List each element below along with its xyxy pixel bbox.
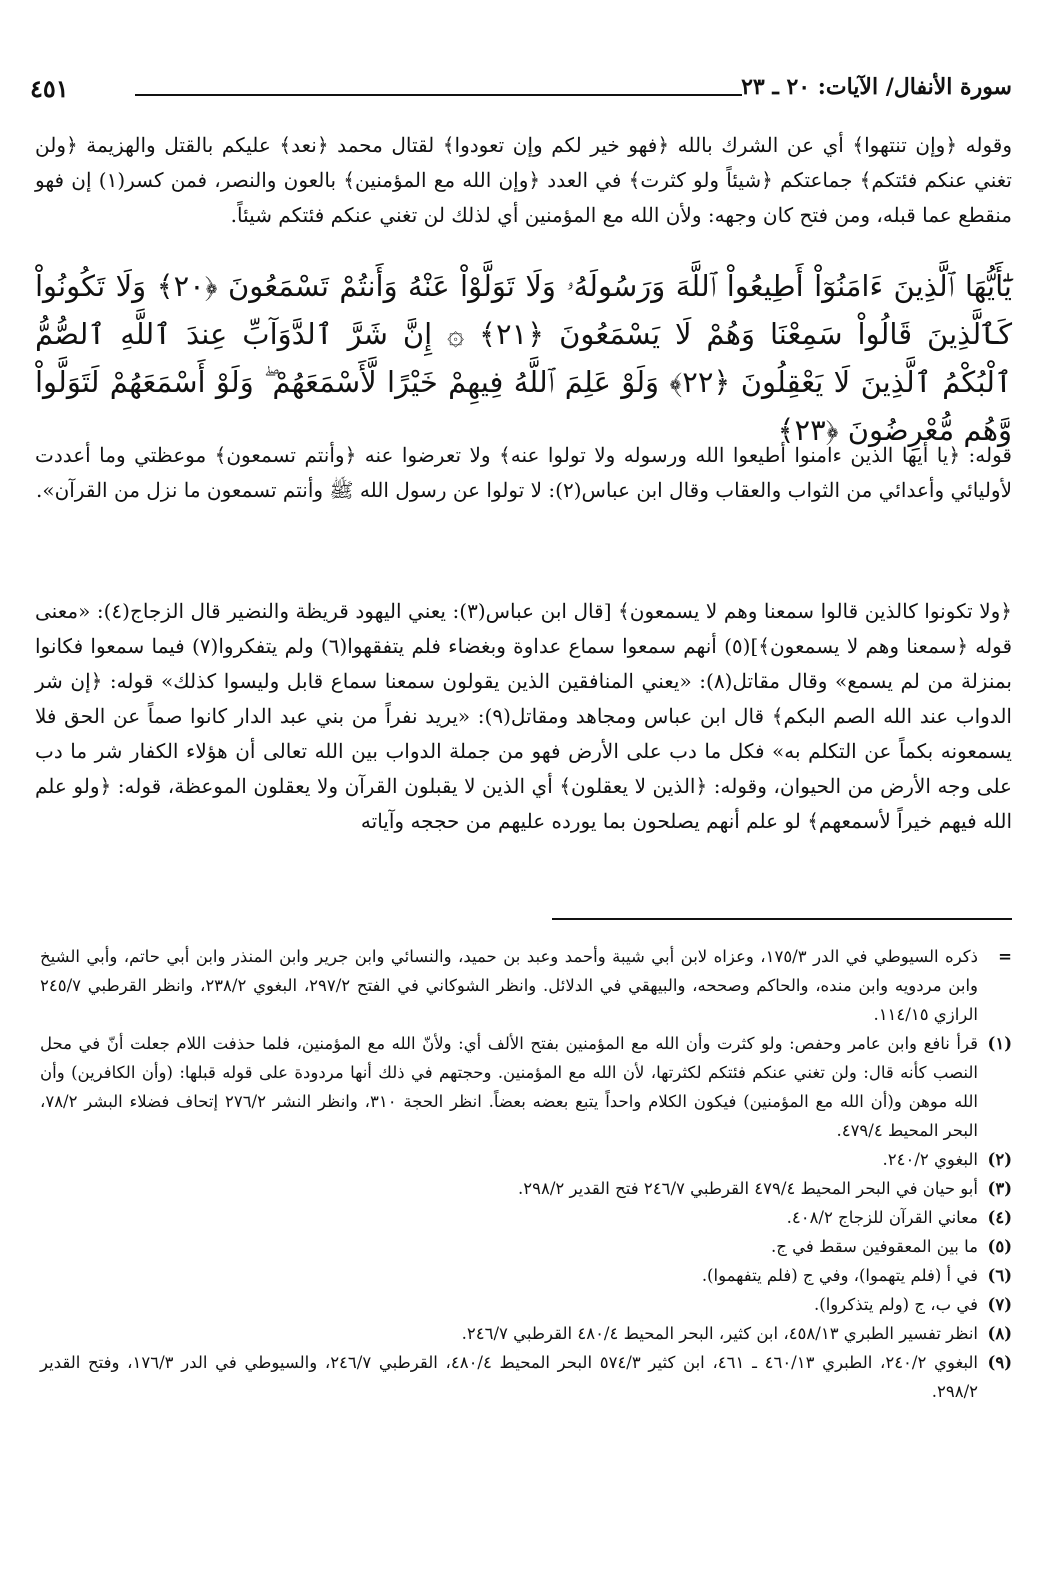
header-rule [135, 94, 742, 96]
footnote-text: في أ (فلم يتهموا)، وفي ج (فلم يتفهموا). [701, 1266, 978, 1285]
footnote-text: ذكره السيوطي في الدر ١٧٥/٣، وعزاه لابن أبي شيبة وأحمد وعبد بن حميد، والنسائي وابن جرير وابن المنذر وابن أبي حاتم، وأبي الشيخ وابن مردويه وابن منده، والحاكم وصححه، والبيهقي في الدلائل. وانظر الشوكاني في الفتح ٢٩٧/٢، البغوي ٢٣٨/٢، وانظر القرطبي ٢٤٥/٧ الرازي ١١٤/١٥. [40, 947, 979, 1024]
footnote-number: (٧) [987, 1295, 1012, 1314]
tafsir-paragraph-1: قوله: ﴿يا أيها الذين ءامنوا أطيعوا الله ورسوله ولا تولوا عنه﴾ ولا تعرضوا عنه ﴿وأنتم تسمعون﴾ موعظتي وما أعددت لأوليائي وأعدائي من الثواب والعقاب وقال ابن عباس(٢): لا تولوا عن رسول الله ﷺ وأنتم تسمعون ما نزل من القرآن». [35, 443, 1012, 502]
footnote-number: (٤) [987, 1208, 1012, 1227]
footnote-text: في ب، ج (ولم يتذكروا). [814, 1295, 978, 1314]
footnote [40, 1029, 1012, 1145]
footnote-separator [552, 918, 1012, 920]
footnote [40, 942, 1012, 1029]
footnote-text: معاني القرآن للزجاج ٤٠٨/٢. [786, 1208, 978, 1227]
footnote [40, 1290, 1012, 1319]
footnote-number: (٦) [987, 1266, 1012, 1285]
tafsir-paragraph-2: ﴿ولا تكونوا كالذين قالوا سمعنا وهم لا يسمعون﴾ [قال ابن عباس(٣): يعني اليهود قريظة والنضير قال الزجاج(٤): «معنى قوله ﴿سمعنا وهم لا يسمعون﴾](٥) أنهم سمعوا سماع عداوة وبغضاء فلم يتفقهوا(٦) ولم يتفكروا(٧) فيما سمعوا فكانوا بمنزلة من لم يسمع» وقال مقاتل(٨): «يعني المنافقين الذين يقولون سمعنا سماع قابل وليسوا كذلك» قوله: ﴿إن شر الدواب عند الله الصم البكم﴾ قال ابن عباس ومجاهد ومقاتل(٩): «يريد نفراً من بني عبد الدار كانوا صماً عن الحق فلا يسمعونه بكماً عن التكلم به» فكل ما دب على الأرض فهو من جملة الدواب بين الله تعالى أن هؤلاء الكفار شر ما دب على وجه الأرض من الحيوان، وقوله: ﴿الذين لا يعقلون﴾ أي الذين لا يقبلون القرآن ولا يعقلون الموعظة، قوله: ﴿ولو علم الله فيهم خيراً لأسمعهم﴾ لو علم أنهم يصلحون بما يورده عليهم من حججه وآياته [35, 599, 1013, 833]
footnote-number: (٢) [987, 1150, 1012, 1169]
footnote-text: البغوي ٢٤٠/٢. [882, 1150, 978, 1169]
footnote-number: = [998, 947, 1012, 966]
page-header [30, 68, 1012, 108]
footnote [40, 1174, 1012, 1203]
footnote-number: (٣) [987, 1179, 1012, 1198]
footnote [40, 1232, 1012, 1261]
page-number: ٤٥١ [30, 74, 69, 103]
footnote-text: البغوي ٢٤٠/٢، الطبري ٤٦٠/١٣ ـ ٤٦١، ابن كثير ٥٧٤/٣ البحر المحيط ٤٨٠/٤، القرطبي ٢٤٦/٧، والسيوطي في الدر ١٧٦/٣، وفتح القدير ٢٩٨/٢. [40, 1353, 979, 1401]
footnote-text: انظر تفسير الطبري ٤٥٨/١٣، ابن كثير، البحر المحيط ٤٨٠/٤ القرطبي ٢٤٦/٧. [461, 1324, 978, 1343]
footnote [40, 1145, 1012, 1174]
footnote-text: ما بين المعقوفين سقط في ج. [771, 1237, 978, 1256]
footnotes [40, 942, 1012, 1406]
running-title: سورة الأنفال/ الآيات: ٢٠ ـ ٢٣ [741, 74, 1012, 100]
footnote-text: قرأ نافع وابن عامر وحفص: ولو كثرت وأن الله مع المؤمنين بفتح الألف أي: ولأنّ الله مع المؤمنين، فلما حذفت اللام جعلت أنّ في محل النصب كأنه قال: ولن تغني عنكم فئتكم لكثرتها، لأن الله مع المؤمنين. وحجتهم في ذلك أنها مردودة على قوله قبلها: (وأن الكافرين) وأن الله موهن و(أن الله مع المؤمنين) فيكون الكلام واحداً يتبع بعضه بعضاً. انظر الحجة ٣١٠، وانظر النشر ٢٧٦/٢ إتحاف فضلاء البشر ٧٨/٢، البحر المحيط ٤٧٩/٤. [40, 1034, 978, 1140]
footnote-number: (٨) [987, 1324, 1012, 1343]
quran-verses: يَٰٓأَيُّهَا ٱلَّذِينَ ءَامَنُوٓاْ أَطِيعُواْ ٱللَّهَ وَرَسُولَهُۥ وَلَا تَوَلَّوْاْ عَنْهُ وَأَنتُمْ تَسْمَعُونَ ﴿٢٠﴾ وَلَا تَكُونُواْ كَٱلَّذِينَ قَالُواْ سَمِعْنَا وَهُمْ لَا يَسْمَعُونَ ﴿٢١﴾ ۞ إِنَّ شَرَّ ٱلدَّوَآبِّ عِندَ ٱللَّهِ ٱلصُّمُّ ٱلْبُكْمُ ٱلَّذِينَ لَا يَعْقِلُونَ ﴿٢٢﴾ وَلَوْ عَلِمَ ٱللَّهُ فِيهِمْ خَيْرًا لَّأَسْمَعَهُمْ ۖ وَلَوْ أَسْمَعَهُمْ لَتَوَلَّواْ وَّهُم مُّعْرِضُونَ ﴿٢٣﴾ [35, 269, 1013, 447]
footnote-number: (٩) [987, 1353, 1012, 1372]
footnote [40, 1348, 1012, 1406]
footnote [40, 1203, 1012, 1232]
footnote-number: (٥) [987, 1237, 1012, 1256]
footnote [40, 1261, 1012, 1290]
footnote [40, 1319, 1012, 1348]
footnote-number: (١) [987, 1034, 1012, 1053]
intro-paragraph: وقوله ﴿وإن تنتهوا﴾ أي عن الشرك بالله ﴿فهو خير لكم وإن تعودوا﴾ لقتال محمد ﴿نعد﴾ عليكم بالقتل والهزيمة ﴿ولن تغني عنكم فئتكم﴾ جماعتكم ﴿شيئاً ولو كثرت﴾ في العدد ﴿وإن الله مع المؤمنين﴾ بالعون والنصر، فمن كسر(١) إن فهو منقطع عما قبله، ومن فتح كان وجهه: ولأن الله مع المؤمنين أي لذلك لن تغني عنكم فئتكم شيئاً. [35, 133, 1012, 227]
footnote-text: أبو حيان في البحر المحيط ٤٧٩/٤ القرطبي ٢٤٦/٧ فتح القدير ٢٩٨/٢. [518, 1179, 978, 1198]
